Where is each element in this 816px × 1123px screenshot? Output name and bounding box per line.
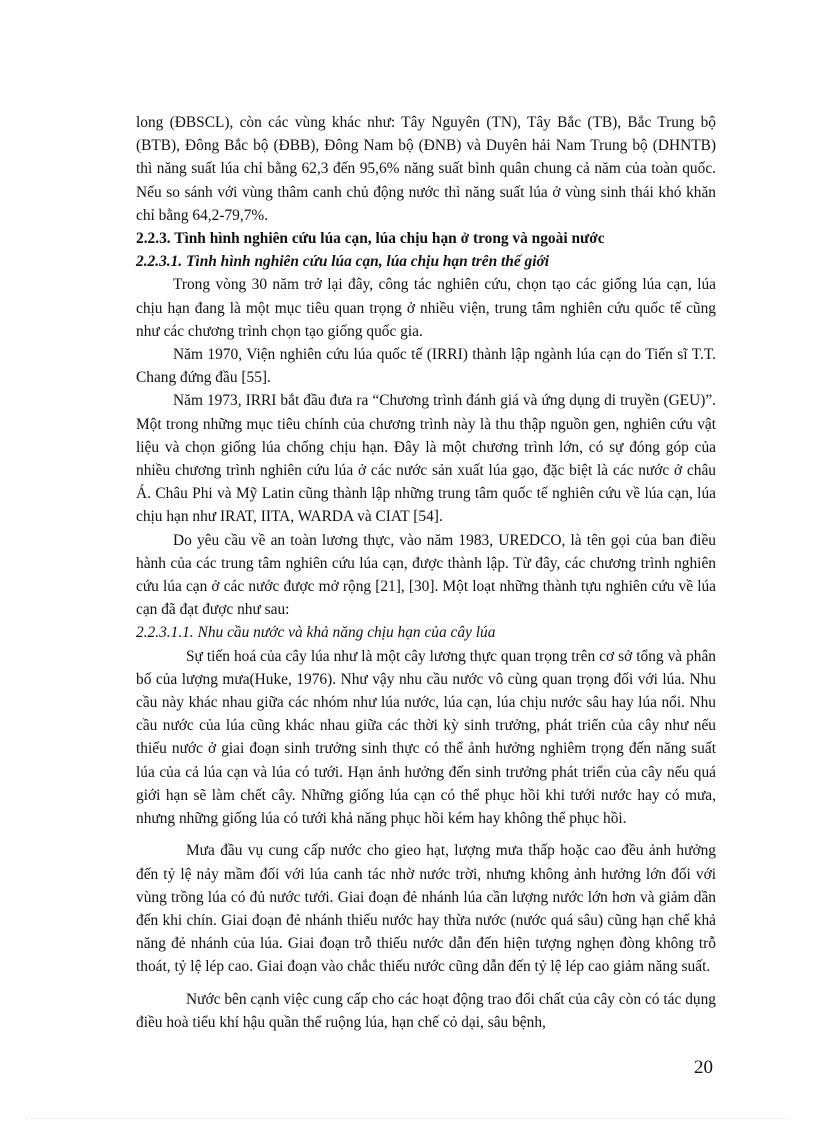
paragraph: Mưa đầu vụ cung cấp nước cho gieo hạt, lượng mưa thấp hoặc cao đều ảnh hưởng đến tỷ lệ nảy mầm đối với lúa canh tác nhờ nước trời, nhưng không ảnh hưởng lớn đối với vùng trồng lúa có đủ nước tưới. Giai đoạn đẻ nhánh lúa cần lượng nước lớn hơn và giảm dần đến khi chín. Giai đoạn đẻ nhánh thiếu nước hay thừa nước (nước quá sâu) cũng hạn chế khả năng đẻ nhánh của lúa. Giai đoạn trỗ thiếu nước dẫn đến hiện tượng nghẹn đòng không trỗ thoát, tỷ lệ lép cao. Giai đoạn vào chắc thiếu nước cũng dẫn đến tỷ lệ lép cao giảm năng suất.: [136, 842, 716, 976]
section-heading-2-2-3: 2.2.3. Tình hình nghiên cứu lúa cạn, lúa chịu hạn ở trong và ngoài nước: [136, 230, 605, 248]
paragraph: Năm 1973, IRRI bắt đầu đưa ra “Chương trình đánh giá và ứng dụng di truyền (GEU)”. Một trong những mục tiêu chính của chương trình này là thu thập nguồn gen, nghiên cứu vật liệu và chọn giống lúa chống chịu hạn. Đây là một chương trình lớn, có sự đóng góp của nhiều chương trình nghiên cứu lúa ở các nước sản xuất lúa gạo, đặc biệt là các nước ở châu Á. Châu Phi và Mỹ Latin cũng thành lập những trung tâm quốc tế nghiên cứu về lúa cạn, lúa chịu hạn như IRAT, IITA, WARDA và CIAT [54].: [136, 392, 716, 526]
page-bottom-edge: [26, 1118, 790, 1119]
paragraph: Năm 1970, Viện nghiên cứu lúa quốc tế (IRRI) thành lập ngành lúa cạn do Tiến sĩ T.T. Chang đứng đầu [55].: [136, 346, 716, 387]
paragraph: long (ĐBSCL), còn các vùng khác như: Tây Nguyên (TN), Tây Bắc (TB), Bắc Trung bộ (BTB), Đông Bắc bộ (ĐBB), Đông Nam bộ (ĐNB) và Duyên hải Nam Trung bộ (DHNTB) thì năng suất lúa chỉ bằng 62,3 đến 95,6% năng suất bình quân chung cả năm của toàn quốc. Nếu so sánh với vùng thâm canh chủ động nước thì năng suất lúa ở vùng sinh thái khó khăn chỉ bằng 64,2-79,7%.: [136, 114, 716, 224]
paragraph: Trong vòng 30 năm trở lại đây, công tác nghiên cứu, chọn tạo các giống lúa cạn, lúa chịu hạn đang là một mục tiêu quan trọng ở nhiều viện, trung tâm nghiên cứu quốc tế cũng như các chương trình chọn tạo giống quốc gia.: [136, 276, 716, 340]
paragraph: Sự tiến hoá của cây lúa như là một cây lương thực quan trọng trên cơ sở tổng và phân bố của lượng mưa(Huke, 1976). Như vậy nhu cầu nước vô cùng quan trọng đối với lúa. Nhu cầu này khác nhau giữa các nhóm như lúa nước, lúa cạn, lúa chịu nước sâu hay lúa nổi. Nhu cầu nước của lúa cũng khác nhau giữa các thời kỳ sinh trưởng, phát triển của cây như nếu thiếu nước ở giai đoạn sinh trưởng sinh thực có thể ảnh hưởng nghiêm trọng đến năng suất lúa của cả lúa cạn và lúa có tưới. Hạn ảnh hưởng đến sinh trưởng phát triển của cây nếu quá giới hạn sẽ làm chết cây. Những giống lúa cạn có thể phục hồi khi tưới nước hay có mưa, nhưng những giống lúa có tưới khả năng phục hồi kém hay không thể phục hồi.: [136, 647, 716, 828]
paragraph: Do yêu cầu về an toàn lương thực, vào năm 1983, UREDCO, là tên gọi của ban điều hành của các trung tâm nghiên cứu lúa cạn, được thành lập. Từ đây, các chương trình nghiên cứu lúa cạn ở các nước được mở rộng [21], [30]. Một loạt những thành tựu nghiên cứu về lúa cạn đã đạt được như sau:: [136, 531, 716, 619]
page-number: 20: [694, 1057, 713, 1078]
subsubsection-heading-2-2-3-1-1: 2.2.3.1.1. Nhu cầu nước và khả năng chịu hạn của cây lúa: [136, 624, 496, 642]
paragraph: Nước bên cạnh việc cung cấp cho các hoạt động trao đổi chất của cây còn có tác dụng điều hoà tiểu khí hậu quần thể ruộng lúa, hạn chế cỏ dại, sâu bệnh,: [136, 990, 716, 1031]
page-body: [136, 111, 716, 1034]
subsection-heading-2-2-3-1: 2.2.3.1. Tình hình nghiên cứu lúa cạn, lúa chịu hạn trên thế giới: [136, 253, 550, 271]
